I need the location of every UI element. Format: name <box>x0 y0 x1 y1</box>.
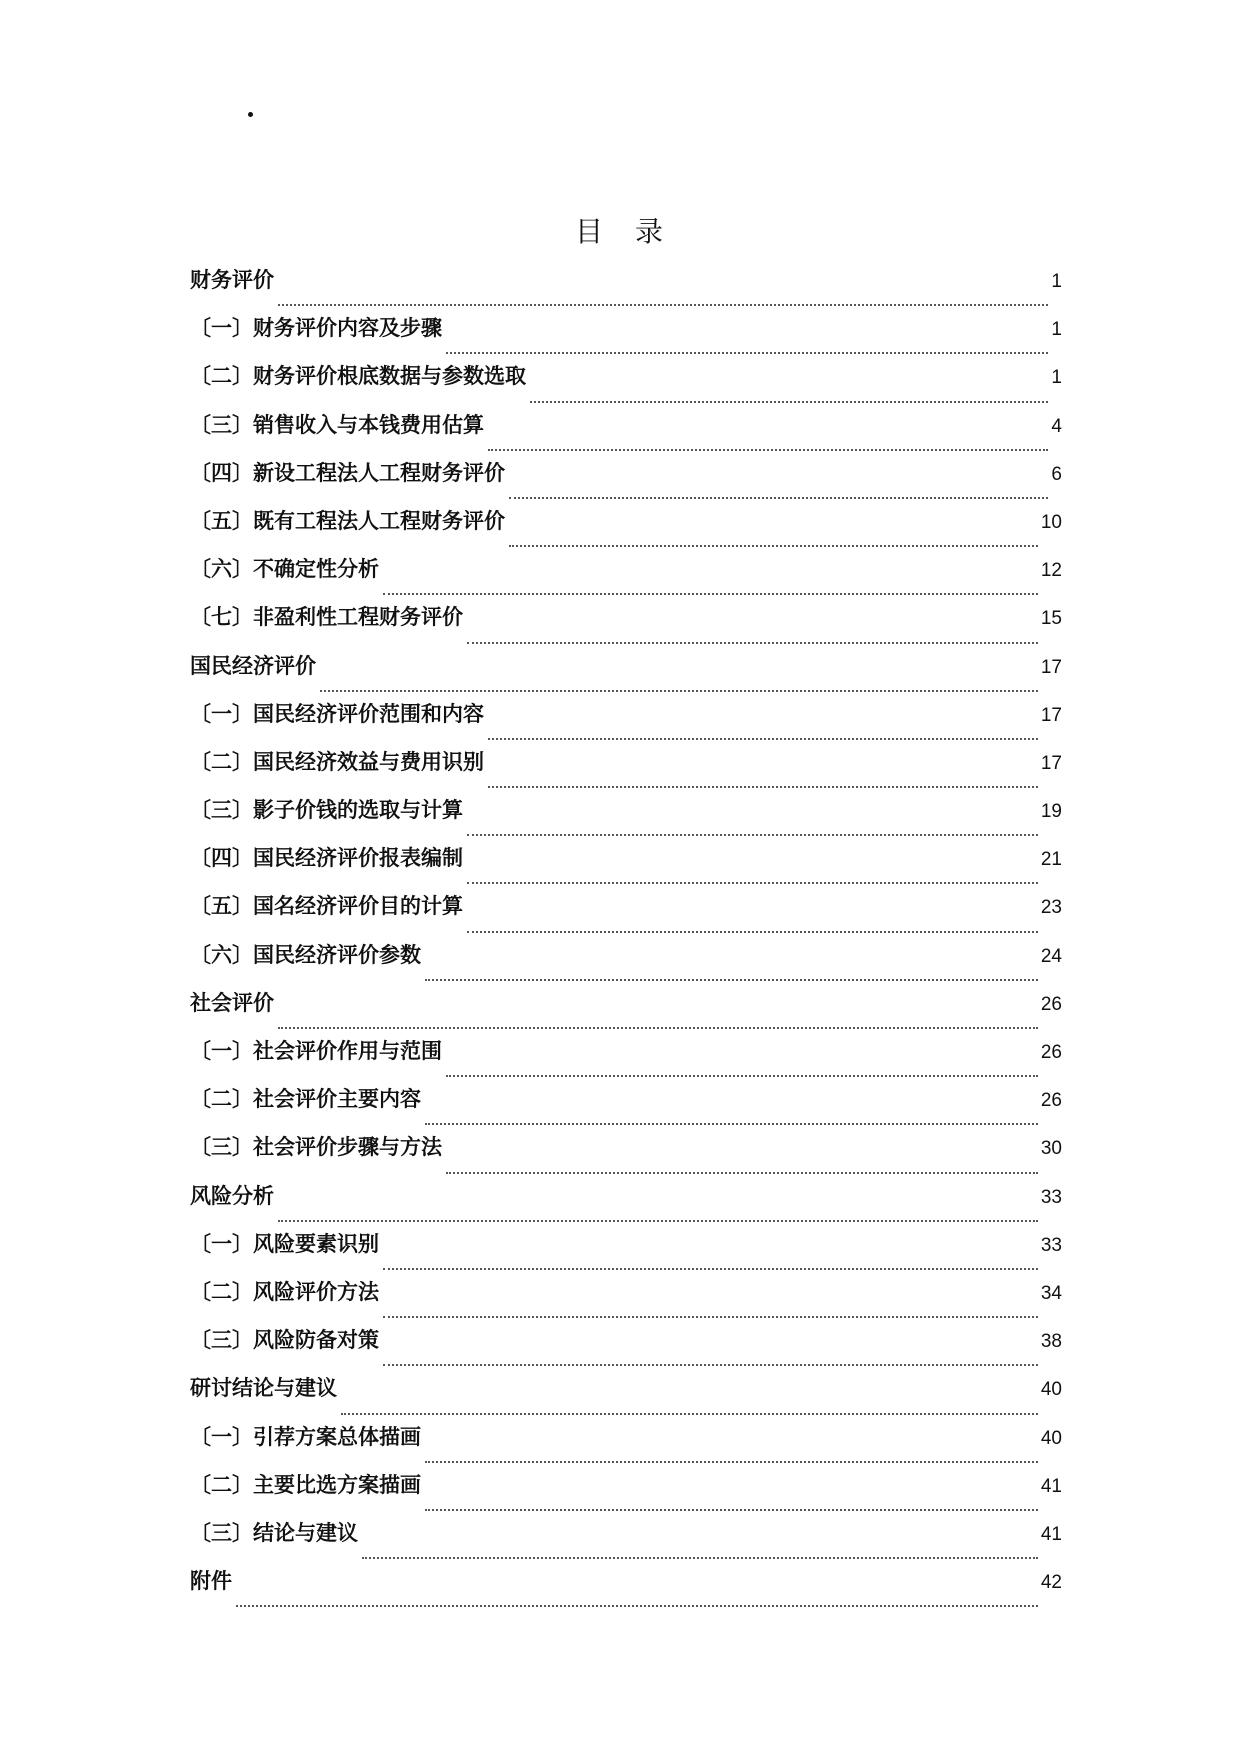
toc-entry-page-number: 19 <box>1040 801 1062 823</box>
dot-leader <box>530 401 1048 403</box>
toc-entry-title: 研讨结论与建议 <box>190 1376 337 1401</box>
toc-entry[interactable] <box>190 1085 1062 1133</box>
toc-entry[interactable] <box>190 748 1062 796</box>
dot-leader <box>236 1605 1038 1607</box>
toc-entry-title: 〔三〕结论与建议 <box>190 1520 358 1545</box>
dot-leader <box>383 593 1038 595</box>
toc-entry-page-number: 40 <box>1040 1427 1062 1449</box>
dot-leader <box>488 449 1048 451</box>
toc-entry[interactable] <box>190 1423 1062 1471</box>
toc-entry-title: 〔二〕社会评价主要内容 <box>190 1087 421 1112</box>
toc-entry-page-number: 6 <box>1051 463 1062 485</box>
toc-entry[interactable] <box>190 555 1062 603</box>
toc-entry-title: 〔五〕既有工程法人工程财务评价 <box>190 508 505 533</box>
toc-entry-page-number: 24 <box>1040 945 1062 967</box>
toc-entry-title: 〔一〕社会评价作用与范围 <box>190 1039 442 1063</box>
dot-leader <box>383 1316 1038 1318</box>
toc-entry[interactable] <box>190 1037 1062 1085</box>
toc-entry[interactable] <box>190 266 1062 314</box>
dot-leader <box>425 1123 1038 1125</box>
dot-leader <box>488 738 1038 740</box>
toc-entry-page-number: 10 <box>1040 511 1062 533</box>
toc-entry[interactable] <box>190 652 1062 700</box>
toc-entry-page-number: 1 <box>1051 367 1062 389</box>
toc-entry[interactable] <box>190 700 1062 748</box>
toc-entry-title: 〔六〕国民经济评价参数 <box>190 942 421 967</box>
dot-leader <box>467 931 1038 933</box>
dot-leader <box>278 304 1048 306</box>
toc-entry-title: 〔二〕风险评价方法 <box>190 1279 379 1304</box>
toc-entry-page-number: 26 <box>1040 993 1062 1015</box>
toc-entry-title: 风险分析 <box>190 1183 274 1208</box>
toc-entry[interactable] <box>190 1230 1062 1278</box>
toc-entry-page-number: 38 <box>1040 1331 1062 1353</box>
toc-entry-page-number: 41 <box>1040 1523 1062 1545</box>
toc-entry[interactable] <box>190 1374 1062 1422</box>
toc-entry-title: 〔三〕风险防备对策 <box>190 1328 379 1353</box>
toc-entry-page-number: 33 <box>1040 1186 1062 1208</box>
toc-entry-title: 〔二〕国民经济效益与费用识别 <box>190 749 484 774</box>
dot-leader <box>362 1557 1038 1559</box>
page-marker-dot <box>248 112 253 117</box>
toc-entry[interactable] <box>190 459 1062 507</box>
toc-entry-page-number: 15 <box>1040 608 1062 630</box>
toc-entry[interactable] <box>190 1326 1062 1374</box>
toc-entry[interactable] <box>190 603 1062 651</box>
dot-leader <box>425 1509 1038 1511</box>
dot-leader <box>278 1220 1038 1222</box>
toc-entry-page-number: 1 <box>1051 271 1062 292</box>
dot-leader <box>278 1027 1038 1029</box>
dot-leader <box>383 1364 1038 1366</box>
dot-leader <box>320 690 1038 692</box>
toc-entry[interactable] <box>190 362 1062 410</box>
toc-entry-title: 〔三〕社会评价步骤与方法 <box>190 1135 442 1160</box>
toc-entry-page-number: 17 <box>1040 656 1062 678</box>
toc-entry-title: 〔七〕非盈利性工程财务评价 <box>190 605 463 630</box>
toc-entry-page-number: 21 <box>1040 849 1062 871</box>
toc-entry-title: 〔一〕国民经济评价范围和内容 <box>190 701 484 726</box>
toc-entry[interactable] <box>190 941 1062 989</box>
toc-entry[interactable] <box>190 1519 1062 1567</box>
toc-entry-title: 〔四〕国民经济评价报表编制 <box>190 846 463 871</box>
toc-entry-title: 〔二〕财务评价根底数据与参数选取 <box>190 364 526 389</box>
toc-entry-title: 〔一〕引荐方案总体描画 <box>190 1424 421 1449</box>
toc-entry-page-number: 26 <box>1040 1042 1062 1063</box>
toc-entry-title: 附件 <box>190 1569 232 1594</box>
dot-leader <box>341 1413 1038 1415</box>
dot-leader <box>509 545 1038 547</box>
toc-entry-title: 财务评价 <box>190 268 274 292</box>
toc-entry[interactable] <box>190 1471 1062 1519</box>
toc-entry-title: 〔三〕销售收入与本钱费用估算 <box>190 412 484 437</box>
toc-entry-page-number: 42 <box>1040 1572 1062 1594</box>
toc-entry-page-number: 12 <box>1040 560 1062 582</box>
toc-entry[interactable] <box>190 989 1062 1037</box>
toc-entry[interactable] <box>190 892 1062 940</box>
toc-entry[interactable] <box>190 796 1062 844</box>
toc-entry-page-number: 4 <box>1051 415 1062 437</box>
dot-leader <box>467 882 1038 884</box>
dot-leader <box>446 1075 1038 1077</box>
toc-title: 目 录 <box>574 215 665 248</box>
toc-entry-page-number: 23 <box>1040 897 1062 919</box>
toc-entry-page-number: 34 <box>1040 1282 1062 1304</box>
toc-entry[interactable] <box>190 1567 1062 1615</box>
dot-leader <box>509 497 1048 499</box>
dot-leader <box>446 1172 1038 1174</box>
dot-leader <box>383 1268 1038 1270</box>
toc-entry-title: 〔五〕国名经济评价目的计算 <box>190 894 463 919</box>
toc-entry-page-number: 40 <box>1040 1379 1062 1401</box>
toc-entry-page-number: 33 <box>1040 1234 1062 1256</box>
toc-entry-title: 〔三〕影子价钱的选取与计算 <box>190 798 463 823</box>
toc-entry[interactable] <box>190 1182 1062 1230</box>
toc-entry-title: 〔四〕新设工程法人工程财务评价 <box>190 460 505 485</box>
dot-leader <box>467 834 1038 836</box>
toc-entry-title: 社会评价 <box>190 990 274 1015</box>
toc-entry[interactable] <box>190 411 1062 459</box>
dot-leader <box>446 352 1048 354</box>
toc-entry[interactable] <box>190 1133 1062 1181</box>
table-of-contents <box>190 266 1062 1615</box>
toc-entry-title: 〔六〕不确定性分析 <box>190 557 379 582</box>
toc-entry[interactable] <box>190 844 1062 892</box>
toc-entry[interactable] <box>190 1278 1062 1326</box>
toc-entry-page-number: 1 <box>1051 319 1062 341</box>
toc-entry-title: 〔一〕风险要素识别 <box>190 1231 379 1256</box>
toc-entry-page-number: 30 <box>1040 1138 1062 1160</box>
toc-entry[interactable] <box>190 314 1062 362</box>
toc-entry-page-number: 17 <box>1040 704 1062 726</box>
toc-entry-page-number: 41 <box>1040 1475 1062 1497</box>
toc-entry-page-number: 17 <box>1040 752 1062 774</box>
dot-leader <box>467 642 1038 644</box>
toc-entry-page-number: 26 <box>1040 1090 1062 1112</box>
toc-entry-title: 〔二〕主要比选方案描画 <box>190 1472 421 1497</box>
dot-leader <box>425 979 1038 981</box>
toc-entry-title: 〔一〕财务评价内容及步骤 <box>190 316 442 341</box>
toc-entry-title: 国民经济评价 <box>190 653 316 678</box>
dot-leader <box>425 1461 1038 1463</box>
dot-leader <box>488 786 1038 788</box>
toc-entry[interactable] <box>190 507 1062 555</box>
